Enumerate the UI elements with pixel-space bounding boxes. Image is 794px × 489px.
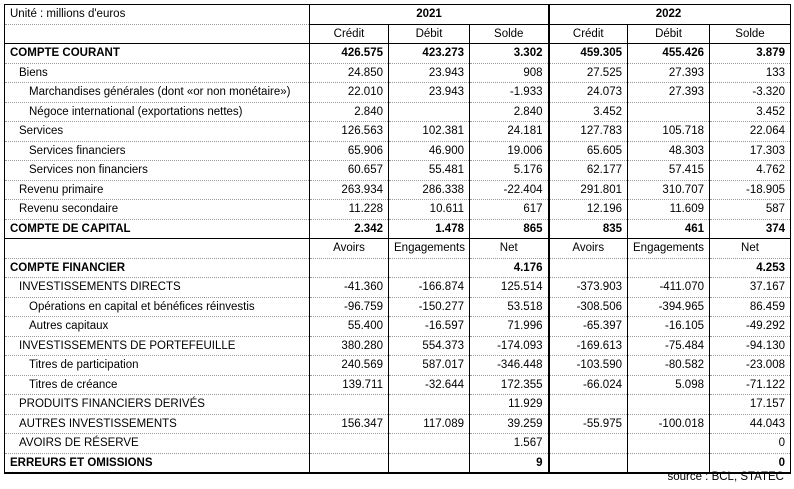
table-cell: 3.302 (470, 44, 549, 64)
table-cell: 117.089 (389, 414, 470, 434)
row-label: Opérations en capital et bénéfices réinvestis (5, 297, 310, 317)
table-row (5, 102, 791, 122)
table-cell: -411.070 (628, 278, 710, 298)
table-cell: -32.644 (389, 375, 470, 395)
balance-of-payments-table (4, 4, 791, 474)
table-cell: 374 (710, 219, 791, 239)
table-cell: 65.906 (310, 141, 389, 161)
table-cell: 908 (470, 63, 549, 83)
table-cell: -1.933 (470, 83, 549, 103)
table-row (5, 180, 791, 200)
table-row (5, 375, 791, 395)
table-cell (310, 453, 389, 473)
table-cell: 105.718 (628, 122, 710, 142)
table-cell: 617 (470, 200, 549, 220)
table-cell: 139.711 (310, 375, 389, 395)
col-avoirs-2022: Avoirs (549, 239, 628, 259)
table-cell: 27.525 (549, 63, 628, 83)
table-cell: 2.840 (310, 102, 389, 122)
table-cell: 19.006 (470, 141, 549, 161)
col-avoirs-2021: Avoirs (310, 239, 389, 259)
table-cell: 60.657 (310, 161, 389, 181)
row-label: COMPTE COURANT (5, 44, 310, 64)
row-label: Titres de participation (5, 356, 310, 376)
row-label: Revenu secondaire (5, 200, 310, 220)
table-row (5, 453, 791, 473)
table-cell (389, 102, 470, 122)
table-row (5, 356, 791, 376)
table-cell: 5.176 (470, 161, 549, 181)
table-cell: 127.783 (549, 122, 628, 142)
table-cell (389, 453, 470, 473)
table-cell: 126.563 (310, 122, 389, 142)
table-cell: 310.707 (628, 180, 710, 200)
table-cell: -394.965 (628, 297, 710, 317)
row-label: AVOIRS DE RÉSERVE (5, 434, 310, 454)
table-cell: 22.010 (310, 83, 389, 103)
table-cell: 865 (470, 219, 549, 239)
table-row (5, 395, 791, 415)
col-net-2021: Net (470, 239, 549, 259)
table-cell: 1.478 (389, 219, 470, 239)
table-row (5, 434, 791, 454)
table-cell: 71.996 (470, 317, 549, 337)
table-cell: -16.105 (628, 317, 710, 337)
table-cell: -308.506 (549, 297, 628, 317)
table-cell: 12.196 (549, 200, 628, 220)
table-cell: 1.567 (470, 434, 549, 454)
table-cell: 2.342 (310, 219, 389, 239)
row-label: AUTRES INVESTISSEMENTS (5, 414, 310, 434)
table-cell: 587.017 (389, 356, 470, 376)
table-cell: 133 (710, 63, 791, 83)
table-cell: 55.400 (310, 317, 389, 337)
table-cell: -100.018 (628, 414, 710, 434)
year-2021: 2021 (389, 5, 470, 25)
col-debit-2022: Débit (628, 24, 710, 44)
table-cell: -166.874 (389, 278, 470, 298)
table-cell: 48.303 (628, 141, 710, 161)
table-cell: 554.373 (389, 336, 470, 356)
table-cell: 44.043 (710, 414, 791, 434)
table-cell: -174.093 (470, 336, 549, 356)
col-credit-2021: Crédit (310, 24, 389, 44)
table-cell: -49.292 (710, 317, 791, 337)
table-cell: 23.943 (389, 63, 470, 83)
table-row (5, 141, 791, 161)
table-row (5, 278, 791, 298)
row-label: Revenu primaire (5, 180, 310, 200)
table-cell (549, 453, 628, 473)
row-label: COMPTE DE CAPITAL (5, 219, 310, 239)
table-cell: -71.122 (710, 375, 791, 395)
table-cell: 24.850 (310, 63, 389, 83)
table-cell: 37.167 (710, 278, 791, 298)
table-cell (628, 258, 710, 278)
table-cell: 27.393 (628, 83, 710, 103)
table-cell: -66.024 (549, 375, 628, 395)
source-note: source : BCL, STATEC (667, 471, 784, 483)
year-2022: 2022 (628, 5, 710, 25)
table-cell: 102.381 (389, 122, 470, 142)
row-label: ERREURS ET OMISSIONS (5, 453, 310, 473)
table-cell: -96.759 (310, 297, 389, 317)
table-cell (549, 395, 628, 415)
table-cell (389, 395, 470, 415)
table-cell (310, 258, 389, 278)
table-cell: 286.338 (389, 180, 470, 200)
table-cell: 4.253 (710, 258, 791, 278)
table-cell: -65.397 (549, 317, 628, 337)
table-row (5, 44, 791, 64)
table-cell: 426.575 (310, 44, 389, 64)
table-row (5, 297, 791, 317)
table-cell (628, 434, 710, 454)
table-cell: -41.360 (310, 278, 389, 298)
table-cell: 3.879 (710, 44, 791, 64)
table-row (5, 414, 791, 434)
table-cell (310, 395, 389, 415)
table-cell: 380.280 (310, 336, 389, 356)
table-cell: 587 (710, 200, 791, 220)
table-cell (549, 434, 628, 454)
table-cell (549, 258, 628, 278)
table-cell: 461 (628, 219, 710, 239)
table-cell: 172.355 (470, 375, 549, 395)
table-cell: -346.448 (470, 356, 549, 376)
table-cell: 459.305 (549, 44, 628, 64)
col-solde-2021: Solde (470, 24, 549, 44)
unit-label: Unité : millions d'euros (5, 5, 310, 25)
table-cell (389, 258, 470, 278)
column-header-row (5, 24, 791, 44)
table-cell: 10.611 (389, 200, 470, 220)
table-cell (628, 395, 710, 415)
col-engagements-2021: Engagements (389, 239, 470, 259)
table-cell: -75.484 (628, 336, 710, 356)
row-label: Autres capitaux (5, 317, 310, 337)
table-cell: 9 (470, 453, 549, 473)
table-cell: 11.929 (470, 395, 549, 415)
table-cell: 53.518 (470, 297, 549, 317)
table-cell: 17.157 (710, 395, 791, 415)
row-label: Marchandises générales (dont «or non monétaire») (5, 83, 310, 103)
col-engagements-2022: Engagements (628, 239, 710, 259)
table-cell: 39.259 (470, 414, 549, 434)
table-cell: -103.590 (549, 356, 628, 376)
table-cell: -373.903 (549, 278, 628, 298)
table-row (5, 122, 791, 142)
row-label: Services financiers (5, 141, 310, 161)
table-cell: 57.415 (628, 161, 710, 181)
table-cell: 0 (710, 453, 791, 473)
row-label: COMPTE FINANCIER (5, 258, 310, 278)
row-label: Titres de créance (5, 375, 310, 395)
row-label: INVESTISSEMENTS DE PORTEFEUILLE (5, 336, 310, 356)
table-cell: 55.481 (389, 161, 470, 181)
table-cell: 5.098 (628, 375, 710, 395)
table-cell: -94.130 (710, 336, 791, 356)
table-cell: 11.228 (310, 200, 389, 220)
table-cell: -80.582 (628, 356, 710, 376)
row-label: Négoce international (exportations nettes) (5, 102, 310, 122)
table-cell: -3.320 (710, 83, 791, 103)
table-cell: 240.569 (310, 356, 389, 376)
table-row (5, 161, 791, 181)
table-cell: 24.073 (549, 83, 628, 103)
year-header-row (5, 5, 791, 25)
table-row (5, 83, 791, 103)
table-row (5, 336, 791, 356)
col-debit-2021: Débit (389, 24, 470, 44)
table-cell: -55.975 (549, 414, 628, 434)
table-cell: -22.404 (470, 180, 549, 200)
table-cell: 455.426 (628, 44, 710, 64)
table-cell: 4.762 (710, 161, 791, 181)
table-cell (628, 102, 710, 122)
table-row (5, 219, 791, 239)
table-cell (389, 434, 470, 454)
table-cell: -169.613 (549, 336, 628, 356)
table-row (5, 63, 791, 83)
table-row (5, 200, 791, 220)
row-label: PRODUITS FINANCIERS DERIVÉS (5, 395, 310, 415)
table-cell: 27.393 (628, 63, 710, 83)
row-label: Services non financiers (5, 161, 310, 181)
table-cell: 22.064 (710, 122, 791, 142)
col-solde-2022: Solde (710, 24, 791, 44)
table-row (5, 317, 791, 337)
col-credit-2022: Crédit (549, 24, 628, 44)
table-cell: 423.273 (389, 44, 470, 64)
row-label: Services (5, 122, 310, 142)
table-cell: 2.840 (470, 102, 549, 122)
table-cell: 3.452 (710, 102, 791, 122)
table-cell: 835 (549, 219, 628, 239)
table-cell: -18.905 (710, 180, 791, 200)
table-cell: -150.277 (389, 297, 470, 317)
table-row (5, 258, 791, 278)
row-label: Biens (5, 63, 310, 83)
table-cell: 0 (710, 434, 791, 454)
table-cell: 156.347 (310, 414, 389, 434)
table-cell: 3.452 (549, 102, 628, 122)
table-cell: 17.303 (710, 141, 791, 161)
table-cell: 263.934 (310, 180, 389, 200)
table-cell: 62.177 (549, 161, 628, 181)
table-cell: 11.609 (628, 200, 710, 220)
table-cell: 4.176 (470, 258, 549, 278)
table-cell: 125.514 (470, 278, 549, 298)
row-label: INVESTISSEMENTS DIRECTS (5, 278, 310, 298)
table-cell: 46.900 (389, 141, 470, 161)
table-cell (628, 453, 710, 473)
table-cell: 65.605 (549, 141, 628, 161)
financial-header-row (5, 239, 791, 259)
table-cell: 86.459 (710, 297, 791, 317)
table-cell: -23.008 (710, 356, 791, 376)
table-cell: 291.801 (549, 180, 628, 200)
table-cell: -16.597 (389, 317, 470, 337)
table-cell: 24.181 (470, 122, 549, 142)
table-cell: 23.943 (389, 83, 470, 103)
col-net-2022: Net (710, 239, 791, 259)
table-cell (310, 434, 389, 454)
